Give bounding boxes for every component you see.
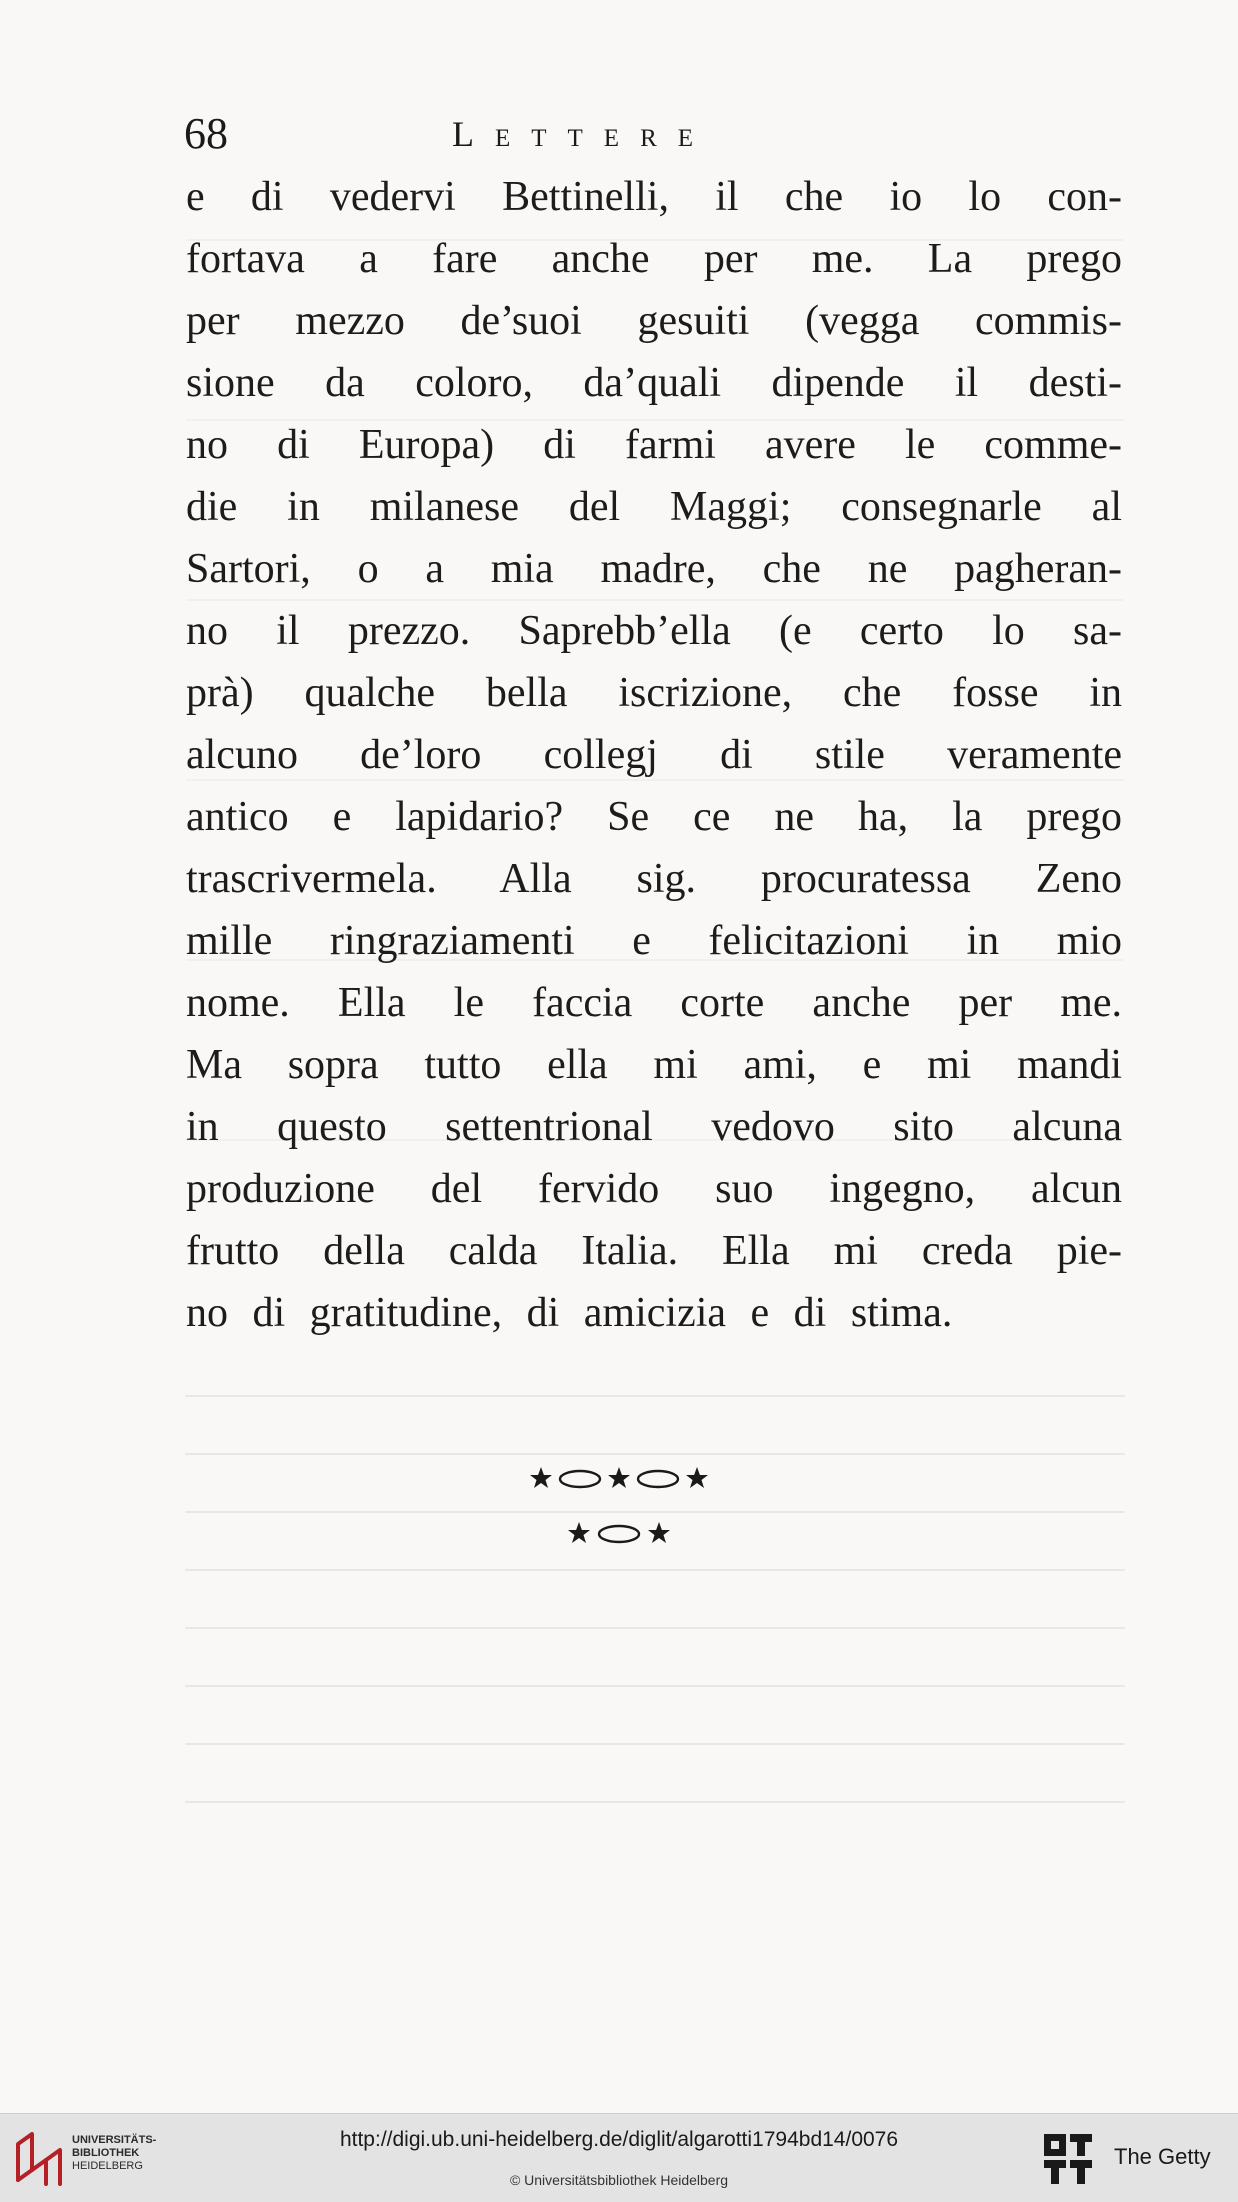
getty-logo-icon[interactable] <box>1042 2132 1094 2192</box>
library-name-line: UNIVERSITÄTS- <box>72 2134 157 2146</box>
library-name-line: BIBLIOTHEK <box>72 2147 140 2159</box>
text-line: no il prezzo. Saprebb’ella (e certo lo sa- <box>186 608 1122 654</box>
text-line: e di vedervi Bettinelli, il che io lo con- <box>186 174 1122 220</box>
text-line: die in milanese del Maggi; consegnarle al <box>186 484 1122 530</box>
letter-body <box>186 166 1122 1344</box>
ornament-bottom <box>0 1518 1238 1554</box>
copyright-notice: © Universitätsbibliothek Heidelberg <box>509 2172 729 2188</box>
digitization-footer <box>0 2113 1238 2202</box>
library-name-line: HEIDELBERG <box>72 2160 143 2172</box>
text-line: no di Europa) di farmi avere le comme- <box>186 422 1122 468</box>
text-line: alcuno de’loro collegj di stile veramente <box>186 732 1122 778</box>
star-oval-ornament-icon <box>567 1518 671 1550</box>
star-oval-ornament-icon <box>529 1462 709 1496</box>
text-line: trascrivermela. Alla sig. procuratessa Zeno <box>186 856 1122 902</box>
text-line: no di gratitudine, di amicizia e di stima. <box>186 1290 953 1336</box>
getty-name[interactable]: The Getty <box>1114 2144 1211 2169</box>
text-line: per mezzo de’suoi gesuiti (vegga commis- <box>186 298 1122 344</box>
text-line: produzione del fervido suo ingegno, alcun <box>186 1166 1122 1212</box>
text-line: nome. Ella le faccia corte anche per me. <box>186 980 1122 1026</box>
text-line: antico e lapidario? Se ce ne ha, la prego <box>186 794 1122 840</box>
ornament-top <box>0 1462 1238 1500</box>
text-line: mille ringraziamenti e felicitazioni in mio <box>186 918 1122 964</box>
page-number: 68 <box>184 109 228 158</box>
source-url-link[interactable]: http://digi.ub.uni-heidelberg.de/diglit/algarotti1794bd14/0076 <box>339 2128 899 2151</box>
text-line: in questo settentrional vedovo sito alcuna <box>186 1104 1122 1150</box>
text-line: prà) qualche bella iscrizione, che fosse in <box>186 670 1122 716</box>
text-line: fortava a fare anche per me. La prego <box>186 236 1122 282</box>
running-head: Lettere <box>452 114 715 154</box>
text-line: Sartori, o a mia madre, che ne pagheran- <box>186 546 1122 592</box>
text-line: sione da coloro, da’quali dipende il desti- <box>186 360 1122 406</box>
page-header <box>184 104 1124 164</box>
text-line: frutto della calda Italia. Ella mi creda pie- <box>186 1228 1122 1274</box>
text-line: Ma sopra tutto ella mi ami, e mi mandi <box>186 1042 1122 1088</box>
